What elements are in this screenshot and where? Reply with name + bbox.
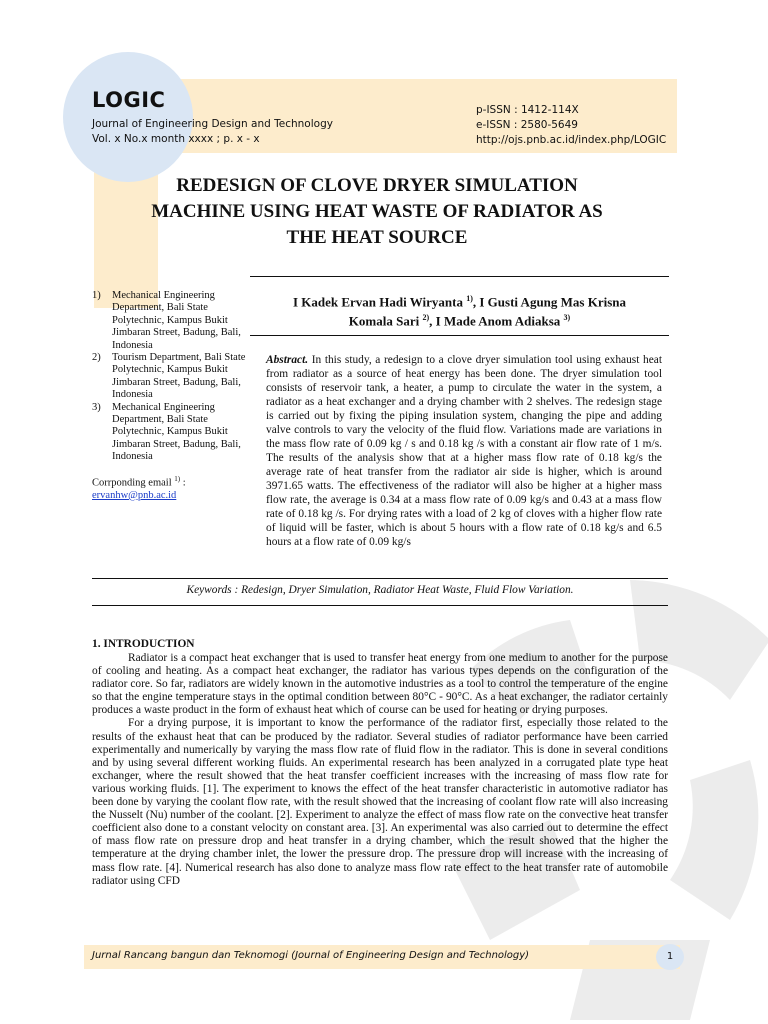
author-name: I Kadek Ervan Hadi Wiryanta xyxy=(292,294,463,310)
page-number: 1 xyxy=(656,944,684,970)
corresponding-email-sup: 1) xyxy=(174,474,181,483)
paper-title xyxy=(90,173,664,251)
author-sup: 1) xyxy=(466,294,473,303)
corresponding-email-label: Corrponding email xyxy=(92,477,172,489)
footer-journal-name: Jurnal Rancang bangun dan Teknomogi (Journal of Engineering Design and Technology) xyxy=(92,950,530,961)
journal-volume: Vol. x No.x month xxxx ; p. x - x xyxy=(92,133,260,145)
title-line: THE HEAT SOURCE xyxy=(286,227,468,248)
title-line: MACHINE USING HEAT WASTE OF RADIATOR AS xyxy=(151,201,603,222)
corresponding-email-link[interactable]: ervanhw@pnb.ac.id xyxy=(92,489,177,501)
keywords-bottom-rule xyxy=(92,605,668,606)
paragraph: For a drying purpose, it is important to know the performance of the radiator first, especially those related to the results of the exhaust heat that can be produced by the radiator. Several studies of radiator performance have been carried experimentally and numerically by varying the mass flow rate of fluid flow in the radiator. This is done in several conditions and by using several different working fluids. An experimental research has been analyzed in a corrugated plate type heat exchanger, where the result showed that the heat transfer coefficient increases with the increasing of mass flow rate for various working fluids. [1]. The experiment to knows the effect of the heat transfer characteristic in automotive radiator has been done by varying the coolant flow rate, with the result showed that the increasing of coolant flow rate will also increasing the Nusselt (Nu) number of the coolant. [2]. Experiment to analyze the effect of mass flow rate on the convective heat transfer coefficient also done to a constant velocity on constant area. [3]. An experimental was also carried out to determine the effect of mass flow rate on pressure drop and heat transfer in a drying chamber, which the result showed that the higher the temperature at the drying chamber inlet, the lower the pressure drop. The pressure drop will increase with the increasing of mass flow rate. [4]. Numerical research has also done to analyze mass flow rate effect to the heat transfer rate of automobile radiator using CFD xyxy=(92,717,668,887)
author-name: Komala Sari xyxy=(348,313,420,329)
affiliation-text: Mechanical Engineering Department, Bali State Polytechnic, Kampus Bukit Jimbaran Street, Badung, Bali, Indonesia xyxy=(112,290,241,351)
corresponding-email-colon: : xyxy=(180,477,186,489)
abstract-label: Abstract. xyxy=(266,354,309,366)
journal-logo-circle xyxy=(63,52,193,182)
e-issn: e-ISSN : 2580-5649 xyxy=(476,119,578,131)
corresponding-email-block xyxy=(92,473,252,502)
affiliation-item xyxy=(92,290,252,352)
author-name: , I Gusti Agung Mas Krisna xyxy=(472,294,627,310)
author-sup: 2) xyxy=(422,313,430,323)
author-sup: 3) xyxy=(563,313,571,323)
affiliations xyxy=(92,290,252,502)
affiliation-item xyxy=(92,402,252,464)
abstract-text: In this study, a redesign to a clove dryer simulation tool using exhaust heat from radiator as a source of heat energy has been done. The dryer simulation tool consists of reservoir tank, a heater, a pump to circulate the water in the system, a radiator as a heat exchanger and a drying chamber with 2 shelves. The redesign stage is carried out by fixing the piping insulation system, changing the pipe and adding valve controls to vary the velocity of the fluid flow. Variations made are variations in the mass flow rate of 0.09 kg / s and 0.18 kg /s with a constant air flow rate of 1 m/s. The results of the analysis show that at a higher mass flow rate of 0.18 kg/s the average rate of heat transfer from the radiator air side is higher, which is around 3971.65 watts. The effectiveness of the radiator will also be higher at a higher mass flow rate, the average is 0.34 at a mass flow rate of 0.09 kg/s and 0.43 at a mass flow rate of 0.18 kg /s. For drying rates with a load of 2 kg of cloves with a higher flow rate of liquid will be faster, which is about 5 hours with a flow rate of 0.18 kg/s and 6.5 hours at a flow rate of 0.09 kg/s xyxy=(266,354,662,548)
journal-url[interactable]: http://ojs.pnb.ac.id/index.php/LOGIC xyxy=(476,134,667,146)
authors-top-rule xyxy=(250,276,669,277)
section-heading-introduction: 1. INTRODUCTION xyxy=(92,638,195,650)
affiliation-item xyxy=(92,352,252,402)
authors xyxy=(250,291,669,330)
affiliation-text: Tourism Department, Bali State Polytechnic, Kampus Bukit Jimbaran Street, Badung, Bali, Indonesia xyxy=(112,352,246,401)
abstract xyxy=(266,353,662,549)
journal-logo-text: LOGIC xyxy=(92,88,166,112)
affiliation-number: 3) xyxy=(92,401,101,413)
authors-bottom-rule xyxy=(250,335,669,336)
affiliation-text: Mechanical Engineering Department, Bali State Polytechnic, Kampus Bukit Jimbaran Street, Badung, Bali, Indonesia xyxy=(112,401,241,463)
affiliation-number: 1) xyxy=(92,290,101,301)
p-issn: p-ISSN : 1412-114X xyxy=(476,104,579,116)
paragraph: Radiator is a compact heat exchanger that is used to transfer heat energy from one medium to another for the purpose of cooling and heating. As a compact heat exchanger, the radiator has various types depends on the configuration of the radiator core. So far, radiators are widely known in the automotive industries as a tool to control the temperature of the engine so that the engine temperature stays in the optimal condition between 80°C - 90°C. As a heat exchanger, the radiator certainly produces a waste product in the form of exhaust heat which of course can be used for heating or drying purposes. xyxy=(92,652,668,717)
keywords-top-rule xyxy=(92,578,668,579)
keywords: Keywords : Redesign, Dryer Simulation, Radiator Heat Waste, Fluid Flow Variation. xyxy=(186,584,574,596)
author-name: , I Made Anom Adiaksa xyxy=(429,313,561,329)
introduction-body xyxy=(92,652,668,888)
affiliation-number: 2) xyxy=(92,352,101,364)
journal-name: Journal of Engineering Design and Technology xyxy=(92,118,333,130)
title-line: REDESIGN OF CLOVE DRYER SIMULATION xyxy=(176,175,578,196)
